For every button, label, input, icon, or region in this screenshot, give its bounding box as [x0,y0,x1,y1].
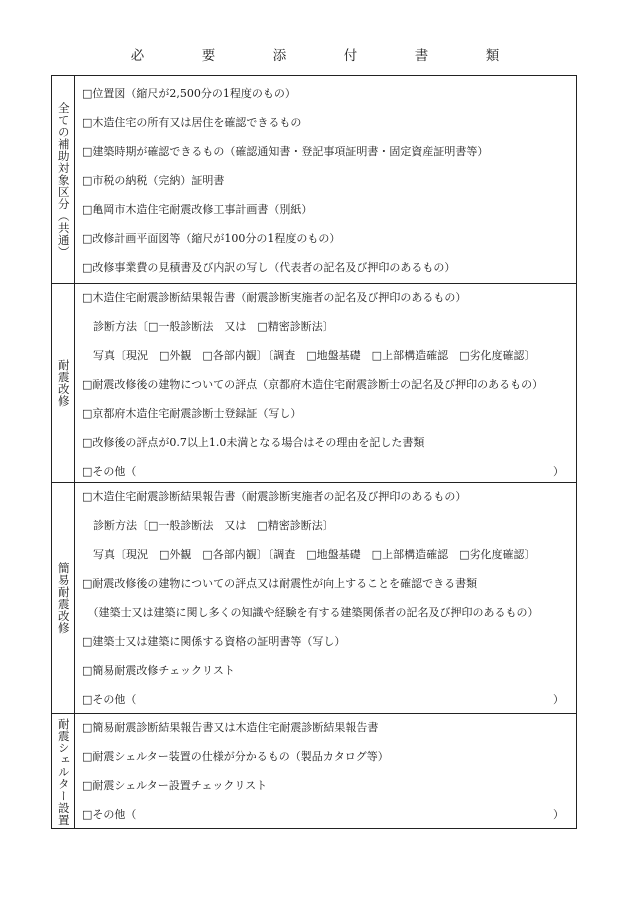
section-label: 耐震改修 [52,284,75,482]
section-common [52,76,576,283]
list-item: □簡易耐震改修チェックリスト [82,664,235,677]
list-item: □改修後の評点が0.7以上1.0未満となる場合はその理由を記した書類 [82,436,425,449]
list-item: □亀岡市木造住宅耐震改修工事計画書（別紙） [82,203,313,216]
attachments-table [51,75,577,829]
list-item: □改修計画平面図等（縮尺が100分の1程度のもの） [82,232,341,245]
section-seismic-retrofit [52,283,576,482]
list-item: □耐震シェルター装置の仕様が分かるもの（製品カタログ等） [82,750,389,763]
list-item: □建築時期が確認できるもの（確認通知書・登記事項証明書・固定資産証明書等） [82,145,489,158]
section-label: 簡易耐震改修 [52,483,75,713]
section-label: 全ての補助対象区分（共通） [52,76,75,283]
list-item: （建築士又は建築に関し多くの知識や経験を有する建築関係者の記名及び押印のあるもの） [82,606,539,619]
list-item: 診断方法〔□一般診断法 又は □精密診断法〕 [82,320,334,333]
list-item-other: □その他（ ） [82,465,564,478]
section-shelter [52,713,576,829]
list-item: □耐震改修後の建物についての評点（京都府木造住宅耐震診断士の記名及び押印のあるもの） [82,378,544,391]
list-item: □木造住宅の所有又は居住を確認できるもの [82,116,302,129]
section-label: 耐震シェルター設置 [52,714,75,829]
page-title: 必 要 添 付 書 類 [130,48,522,64]
list-item: □市税の納税（完納）証明書 [82,174,225,187]
list-item: □耐震シェルター設置チェックリスト [82,779,268,792]
section-simple-retrofit [52,482,576,713]
list-item: □耐震改修後の建物についての評点又は耐震性が向上することを確認できる書類 [82,577,478,590]
list-item: □木造住宅耐震診断結果報告書（耐震診断実施者の記名及び押印のあるもの） [82,291,467,304]
list-item: 写真〔現況 □外観 □各部内観〕〔調査 □地盤基礎 □上部構造確認 □劣化度確認〕 [82,548,536,561]
list-item: □京都府木造住宅耐震診断士登録証（写し） [82,407,302,420]
list-item-other: □その他（ ） [82,808,564,821]
list-item: □建築士又は建築に関係する資格の証明書等（写し） [82,635,346,648]
list-item-other: □その他（ ） [82,693,564,706]
list-item: 診断方法〔□一般診断法 又は □精密診断法〕 [82,519,334,532]
list-item: □改修事業費の見積書及び内訳の写し（代表者の記名及び押印のあるもの） [82,261,456,274]
list-item: □木造住宅耐震診断結果報告書（耐震診断実施者の記名及び押印のあるもの） [82,490,467,503]
list-item: □位置図（縮尺が2,500分の1程度のもの） [82,87,296,100]
list-item: 写真〔現況 □外観 □各部内観〕〔調査 □地盤基礎 □上部構造確認 □劣化度確認〕 [82,349,536,362]
list-item: □簡易耐震診断結果報告書又は木造住宅耐震診断結果報告書 [82,721,379,734]
